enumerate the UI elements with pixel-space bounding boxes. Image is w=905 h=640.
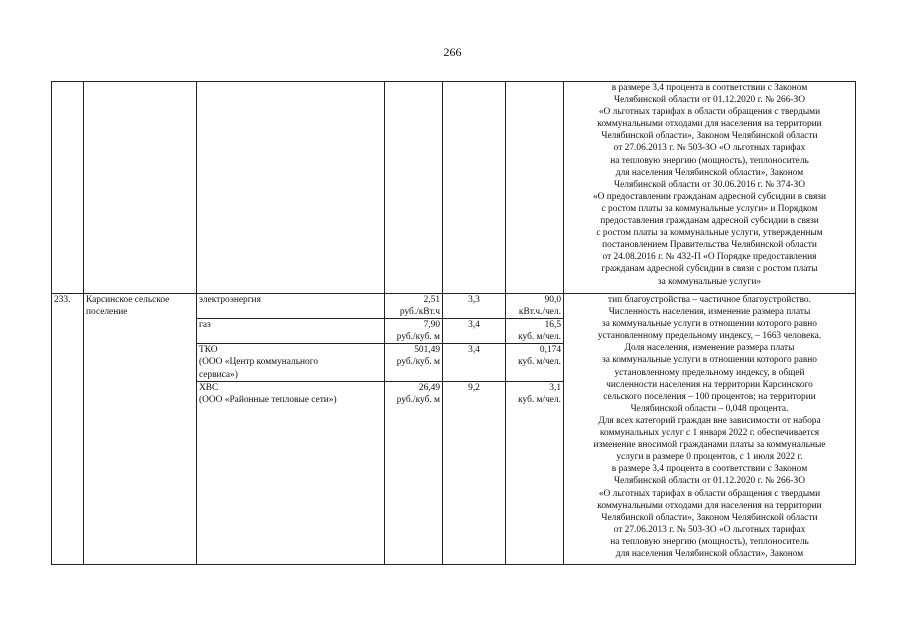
note-line: Челябинской области», Законом Челябинской области	[601, 512, 818, 523]
volume-cell	[506, 294, 564, 319]
entry-note-cell	[564, 294, 856, 565]
tariff-line: 2,51	[423, 295, 440, 305]
note-line: Численность населения, изменение размера платы	[608, 307, 811, 318]
service-name-cell	[197, 381, 385, 564]
note-line: от 24.08.2016 г. № 432-П «О Порядке предоставления	[602, 252, 817, 263]
tariff-cell	[385, 344, 443, 381]
index-cell	[443, 381, 506, 564]
note-line: от 27.06.2013 г. № 503-ЗО «О льготных тарифах	[613, 524, 806, 535]
volume-cell	[506, 319, 564, 344]
volume-line: куб. м/чел.	[518, 394, 561, 405]
tariff-table	[51, 81, 856, 565]
note-line: установленному предельному индексу, – 1663 человека.	[597, 331, 822, 342]
note-line: в размере 3,4 процента в соответствии с Законом	[611, 464, 808, 475]
service-name-line: ХВС	[199, 382, 219, 393]
service-name-line: газ	[199, 320, 211, 331]
note-line: «О предоставлении гражданам адресной субсидии в связи	[592, 191, 827, 202]
note-line: для населения Челябинской области», Законом	[615, 548, 804, 559]
tariff-cell	[385, 381, 443, 564]
note-line: сельского поселения – 100 процентов; на территории	[603, 391, 816, 402]
tariff-cell	[385, 294, 443, 319]
note-line: коммунальных услуг с 1 января 2022 г. обеспечивается	[599, 428, 820, 439]
volume-line: куб. м/чел.	[518, 332, 561, 343]
index-cell	[443, 294, 506, 319]
note-line: тип благоустройства – частичное благоустройство.	[608, 295, 811, 305]
page-number: 266	[443, 45, 462, 59]
tariff-line: руб./куб. м	[396, 357, 440, 368]
note-line: Челябинской области от 01.12.2020 г. № 266-ЗО	[614, 95, 805, 106]
empty-cell	[52, 82, 84, 294]
service-name-line: (ООО «Районные тепловые сети»)	[199, 394, 337, 405]
index-value: 3,3	[468, 295, 480, 305]
service-name-line: сервиса»)	[199, 369, 238, 380]
service-name-line: (ООО «Центр коммунального	[199, 357, 319, 368]
note-line: на тепловую энергию (мощность), теплоноситель	[610, 536, 809, 547]
volume-cell	[506, 344, 564, 381]
continuation-note-cell	[564, 82, 856, 294]
entry-number-cell	[52, 294, 84, 565]
tariff-line: руб./куб. м	[396, 394, 440, 405]
volume-line: 90,0	[544, 295, 561, 305]
volume-cell	[506, 381, 564, 564]
volume-line: 16,5	[544, 320, 561, 331]
service-name-line: электроэнергия	[199, 295, 261, 305]
volume-line: 3,1	[549, 382, 561, 393]
note-line: постановлением Правительства Челябинской области	[602, 240, 817, 251]
index-cell	[443, 319, 506, 344]
empty-cell	[197, 82, 385, 294]
note-line: Челябинской области от 01.12.2020 г. № 266-ЗО	[614, 476, 805, 487]
note-line: в размере 3,4 процента в соответствии с Законом	[611, 83, 808, 93]
service-name-cell	[197, 319, 385, 344]
note-line: гражданам адресной субсидии в связи с ростом платы	[601, 264, 818, 275]
table-row	[52, 294, 856, 319]
service-name-line: ТКО	[199, 345, 218, 356]
note-line: предоставления гражданам адресной субсидии в связи	[600, 216, 819, 227]
tariff-line: 7,90	[423, 320, 440, 331]
tariff-cell	[385, 319, 443, 344]
note-line: с ростом платы за коммунальные услуги» и Порядком	[601, 203, 818, 214]
note-line: за коммунальные услуги»	[657, 276, 762, 287]
note-line: услуги в размере 0 процентов, с 1 июля 2022 г.	[616, 452, 803, 463]
empty-cell	[443, 82, 506, 294]
tariff-line: 26,49	[418, 382, 440, 393]
empty-cell	[506, 82, 564, 294]
note-line: Челябинской области – 0,048 процента.	[630, 403, 789, 414]
municipality-line: Карсинское сельское	[86, 295, 170, 305]
municipality-line: поселение	[86, 307, 128, 318]
volume-line: куб. м/чел.	[518, 357, 561, 368]
note-line: на тепловую энергию (мощность), теплоноситель	[610, 155, 809, 166]
note-line: коммунальными отходами для населения на территории	[597, 119, 822, 130]
entry-number: 233.	[54, 295, 71, 305]
tariff-line: руб./кВт.ч	[399, 307, 440, 318]
municipality-cell	[84, 294, 197, 565]
index-cell	[443, 344, 506, 381]
note-line: коммунальными отходами для населения на территории	[597, 500, 822, 511]
volume-line: 0,174	[539, 345, 561, 356]
volume-line: кВт.ч./чел.	[518, 307, 561, 318]
tariff-line: руб./куб. м	[396, 332, 440, 343]
note-line: «О льготных тарифах в области обращения с твердыми	[598, 107, 821, 118]
note-line: для населения Челябинской области», Законом	[615, 167, 804, 178]
empty-cell	[84, 82, 197, 294]
note-line: установленному предельному индексу, в общей	[614, 367, 805, 378]
table-row-continuation	[52, 82, 856, 294]
note-line: Для всех категорий граждан вне зависимости от набора	[598, 415, 821, 426]
note-line: Доля населения, изменение размера платы	[624, 343, 795, 354]
note-line: от 27.06.2013 г. № 503-ЗО «О льготных тарифах	[613, 143, 806, 154]
service-name-cell	[197, 344, 385, 381]
tariff-line: 501,49	[414, 345, 440, 356]
empty-cell	[385, 82, 443, 294]
index-value: 3,4	[468, 320, 480, 331]
service-name-cell	[197, 294, 385, 319]
index-value: 3,4	[468, 345, 480, 356]
note-line: Челябинской области», Законом Челябинской области	[601, 131, 818, 142]
note-line: численности населения на территории Карсинского	[606, 379, 813, 390]
note-line: «О льготных тарифах в области обращения с твердыми	[598, 488, 821, 499]
note-line: за коммунальные услуги в отношении которого равно	[601, 319, 817, 330]
note-line: изменение вносимой гражданами платы за коммунальные	[593, 440, 826, 451]
index-value: 9,2	[468, 382, 480, 393]
note-line: за коммунальные услуги в отношении которого равно	[601, 355, 817, 366]
note-line: с ростом платы за коммунальные услуги, утвержденным	[596, 228, 823, 239]
note-line: Челябинской области от 30.06.2016 г. № 374-ЗО	[614, 179, 805, 190]
